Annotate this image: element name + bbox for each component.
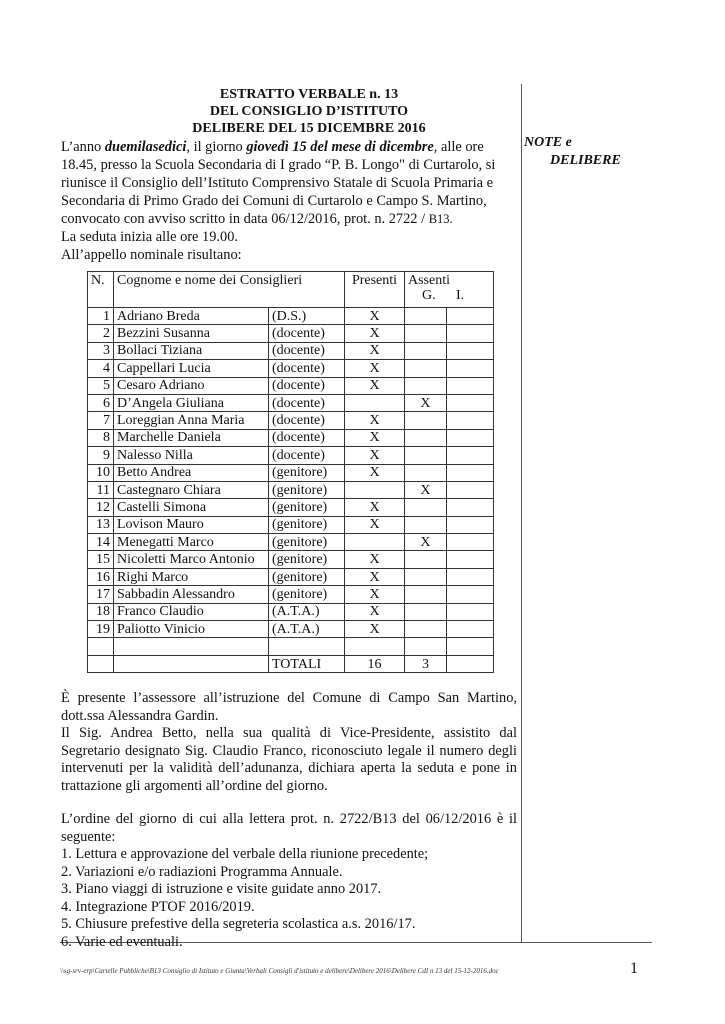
main-content bbox=[61, 86, 517, 264]
cell-role: (docente) bbox=[269, 377, 345, 394]
cell-absent-g bbox=[405, 638, 447, 655]
cell-role: (A.T.A.) bbox=[269, 603, 345, 620]
cell-role: (genitore) bbox=[269, 464, 345, 481]
agenda-item: 3. Piano viaggi di istruzione e visite guidate anno 2017. bbox=[61, 881, 382, 897]
table-row bbox=[88, 568, 494, 585]
cell-role: (docente) bbox=[269, 394, 345, 411]
table-row bbox=[88, 516, 494, 533]
cell-present bbox=[345, 638, 405, 655]
cell-absent-g bbox=[405, 464, 447, 481]
cell-absent-g bbox=[405, 447, 447, 464]
cell-present bbox=[345, 534, 405, 551]
totals-row bbox=[88, 655, 494, 672]
cell-present: X bbox=[345, 603, 405, 620]
intro-ref: B13. bbox=[428, 212, 453, 226]
cell-absent-i bbox=[446, 412, 493, 429]
totals-empty-name bbox=[114, 655, 269, 672]
cell-absent-g bbox=[405, 603, 447, 620]
cell-absent-i bbox=[446, 638, 493, 655]
cell-role: (genitore) bbox=[269, 534, 345, 551]
cell-present bbox=[345, 481, 405, 498]
header-present: Presenti bbox=[345, 272, 405, 308]
cell-present: X bbox=[345, 342, 405, 359]
table-row bbox=[88, 429, 494, 446]
cell-present: X bbox=[345, 586, 405, 603]
side-note bbox=[524, 134, 634, 170]
cell-num: 7 bbox=[88, 412, 114, 429]
agenda-item: 6. Varie ed eventuali. bbox=[61, 933, 183, 950]
heading-line1: ESTRATTO VERBALE n. 13 bbox=[219, 87, 399, 102]
cell-absent-i bbox=[446, 499, 493, 516]
totals-absent-g: 3 bbox=[405, 655, 447, 672]
cell-absent-g bbox=[405, 360, 447, 377]
agenda-item: 4. Integrazione PTOF 2016/2019. bbox=[61, 898, 255, 915]
cell-absent-g bbox=[405, 429, 447, 446]
cell-num: 17 bbox=[88, 586, 114, 603]
cell-num: 4 bbox=[88, 360, 114, 377]
cell-role: (docente) bbox=[269, 412, 345, 429]
cell-name: Lovison Mauro bbox=[114, 516, 269, 533]
cell-absent-i bbox=[446, 551, 493, 568]
table-row bbox=[88, 603, 494, 620]
header-absent bbox=[405, 272, 494, 308]
cell-role: (docente) bbox=[269, 360, 345, 377]
table-row bbox=[88, 394, 494, 411]
cell-present: X bbox=[345, 429, 405, 446]
cell-present: X bbox=[345, 447, 405, 464]
cell-role: (docente) bbox=[269, 429, 345, 446]
body-text bbox=[61, 690, 517, 951]
page-number: 1 bbox=[630, 960, 638, 977]
table-header-row bbox=[88, 272, 494, 308]
cell-absent-g bbox=[405, 586, 447, 603]
cell-name: Sabbadin Alessandro bbox=[114, 586, 269, 603]
cell-absent-i bbox=[446, 342, 493, 359]
header-g: G. bbox=[422, 288, 436, 303]
cell-present: X bbox=[345, 551, 405, 568]
cell-present: X bbox=[345, 499, 405, 516]
cell-absent-g bbox=[405, 499, 447, 516]
cell-role: (genitore) bbox=[269, 551, 345, 568]
cell-num: 11 bbox=[88, 481, 114, 498]
cell-name bbox=[114, 638, 269, 655]
cell-role bbox=[269, 638, 345, 655]
totals-absent-i bbox=[446, 655, 493, 672]
totals-label: TOTALI bbox=[269, 655, 345, 672]
table-row bbox=[88, 638, 494, 655]
cell-absent-g bbox=[405, 621, 447, 638]
table-row bbox=[88, 360, 494, 377]
cell-role: (genitore) bbox=[269, 568, 345, 585]
cell-name: Betto Andrea bbox=[114, 464, 269, 481]
agenda-item: 1. Lettura e approvazione del verbale della riunione precedente; bbox=[61, 846, 429, 862]
totals-empty-num bbox=[88, 655, 114, 672]
paragraph-assessore: È presente l’assessore all’istruzione del Comune di Campo San Martino, dott.ssa Alessandra Gardin. bbox=[61, 690, 517, 724]
cell-num: 2 bbox=[88, 325, 114, 342]
cell-name: Castelli Simona bbox=[114, 499, 269, 516]
cell-num: 6 bbox=[88, 394, 114, 411]
table-row bbox=[88, 481, 494, 498]
cell-name: Castegnaro Chiara bbox=[114, 481, 269, 498]
cell-num: 5 bbox=[88, 377, 114, 394]
header-num: N. bbox=[88, 272, 114, 308]
cell-name: Cesaro Adriano bbox=[114, 377, 269, 394]
cell-absent-g: X bbox=[405, 394, 447, 411]
intro-year: duemilasedici bbox=[104, 139, 187, 155]
cell-role: (A.T.A.) bbox=[269, 621, 345, 638]
cell-absent-i bbox=[446, 464, 493, 481]
table-row bbox=[88, 447, 494, 464]
cell-num: 8 bbox=[88, 429, 114, 446]
agenda-item: 5. Chiusure prefestive della segreteria scolastica a.s. 2016/17. bbox=[61, 916, 416, 932]
intro-paragraph bbox=[61, 138, 517, 264]
cell-name: D’Angela Giuliana bbox=[114, 394, 269, 411]
cell-absent-i bbox=[446, 568, 493, 585]
side-note-line1: NOTE e bbox=[524, 135, 572, 150]
cell-name: Nalesso Nilla bbox=[114, 447, 269, 464]
cell-present: X bbox=[345, 621, 405, 638]
cell-absent-g bbox=[405, 308, 447, 325]
attendance-table bbox=[87, 271, 494, 673]
cell-absent-i bbox=[446, 516, 493, 533]
table-row bbox=[88, 308, 494, 325]
cell-absent-g: X bbox=[405, 534, 447, 551]
cell-name: Nicoletti Marco Antonio bbox=[114, 551, 269, 568]
cell-num: 3 bbox=[88, 342, 114, 359]
cell-absent-i bbox=[446, 603, 493, 620]
cell-absent-i bbox=[446, 360, 493, 377]
cell-name: Righi Marco bbox=[114, 568, 269, 585]
cell-name: Adriano Breda bbox=[114, 308, 269, 325]
cell-role: (docente) bbox=[269, 325, 345, 342]
document-heading bbox=[61, 86, 517, 137]
cell-absent-g bbox=[405, 325, 447, 342]
cell-name: Bollaci Tiziana bbox=[114, 342, 269, 359]
table-row bbox=[88, 464, 494, 481]
cell-present: X bbox=[345, 568, 405, 585]
cell-role: (D.S.) bbox=[269, 308, 345, 325]
cell-num: 13 bbox=[88, 516, 114, 533]
side-note-line2: DELIBERE bbox=[550, 153, 621, 168]
cell-num: 19 bbox=[88, 621, 114, 638]
totals-present: 16 bbox=[345, 655, 405, 672]
cell-present: X bbox=[345, 377, 405, 394]
cell-role: (genitore) bbox=[269, 516, 345, 533]
cell-absent-i bbox=[446, 586, 493, 603]
cell-num: 12 bbox=[88, 499, 114, 516]
cell-absent-g bbox=[405, 516, 447, 533]
cell-num bbox=[88, 638, 114, 655]
cell-present: X bbox=[345, 325, 405, 342]
notes-column-divider bbox=[521, 84, 522, 942]
cell-absent-i bbox=[446, 534, 493, 551]
table-row bbox=[88, 325, 494, 342]
cell-absent-i bbox=[446, 325, 493, 342]
header-name: Cognome e nome dei Consiglieri bbox=[114, 272, 345, 308]
cell-name: Menegatti Marco bbox=[114, 534, 269, 551]
cell-present: X bbox=[345, 360, 405, 377]
header-absent-sub bbox=[408, 288, 490, 303]
cell-absent-i bbox=[446, 481, 493, 498]
agenda-item: 2. Variazioni e/o radiazioni Programma Annuale. bbox=[61, 863, 343, 880]
cell-absent-i bbox=[446, 394, 493, 411]
cell-absent-i bbox=[446, 377, 493, 394]
table-row bbox=[88, 499, 494, 516]
agenda-list bbox=[61, 846, 517, 951]
cell-num: 1 bbox=[88, 308, 114, 325]
cell-present bbox=[345, 394, 405, 411]
heading-line3: DELIBERE DEL 15 DICEMBRE 2016 bbox=[192, 121, 426, 136]
cell-num: 15 bbox=[88, 551, 114, 568]
cell-name: Marchelle Daniela bbox=[114, 429, 269, 446]
intro-day: giovedì 15 del mese di dicembre bbox=[246, 139, 434, 155]
cell-name: Loreggian Anna Maria bbox=[114, 412, 269, 429]
paragraph-betto: Il Sig. Andrea Betto, nella sua qualità di Vice-Presidente, assistito dal Segretario designato Sig. Claudio Franco, riconosciuto legale il numero degli intervenuti per la validità dell’adunanza, dichiara aperta la seduta e pone in trattazione gli argomenti all’ordine del giorno. bbox=[61, 725, 517, 794]
cell-absent-g bbox=[405, 342, 447, 359]
cell-name: Cappellari Lucia bbox=[114, 360, 269, 377]
cell-present: X bbox=[345, 516, 405, 533]
cell-role: (genitore) bbox=[269, 499, 345, 516]
cell-present: X bbox=[345, 464, 405, 481]
table-row bbox=[88, 551, 494, 568]
table-row bbox=[88, 586, 494, 603]
cell-absent-g bbox=[405, 568, 447, 585]
cell-num: 18 bbox=[88, 603, 114, 620]
header-absent-label: Assenti bbox=[408, 273, 450, 288]
intro-start-time: La seduta inizia alle ore 19.00. bbox=[61, 229, 239, 245]
table-row bbox=[88, 621, 494, 638]
cell-absent-i bbox=[446, 447, 493, 464]
table-row bbox=[88, 412, 494, 429]
cell-present: X bbox=[345, 412, 405, 429]
cell-absent-g: X bbox=[405, 481, 447, 498]
footer-path: \\sg-srv-erp\Cartelle Pubbliche\B13 Consiglio di Istituto e Giunta\Verbali Consigli d'istituto e delibere\Delibere 2016\Delibere CdI n 13 del 15-12-2016.doc bbox=[60, 967, 499, 975]
table-row bbox=[88, 377, 494, 394]
paragraph-odg: L’ordine del giorno di cui alla lettera prot. n. 2722/B13 del 06/12/2016 è il seguente: bbox=[61, 811, 517, 845]
cell-absent-g bbox=[405, 412, 447, 429]
cell-num: 9 bbox=[88, 447, 114, 464]
cell-num: 14 bbox=[88, 534, 114, 551]
cell-num: 10 bbox=[88, 464, 114, 481]
cell-name: Franco Claudio bbox=[114, 603, 269, 620]
table-row bbox=[88, 534, 494, 551]
cell-role: (docente) bbox=[269, 447, 345, 464]
cell-role: (genitore) bbox=[269, 586, 345, 603]
intro-pre: L’anno bbox=[61, 139, 105, 155]
attendance-table-body bbox=[88, 272, 494, 673]
cell-absent-g bbox=[405, 377, 447, 394]
header-i: I. bbox=[456, 288, 465, 303]
cell-absent-i bbox=[446, 429, 493, 446]
cell-name: Paliotto Vinicio bbox=[114, 621, 269, 638]
intro-mid: , il giorno bbox=[186, 139, 247, 155]
intro-post: , alle ore 18.45, presso la Scuola Secondaria di I grado “P. B. Longo" di Curtarolo, si riunisce il Consiglio dell’Istituto Comprensivo Statale di Scuola Primaria e Secondaria di Primo Grado dei Comuni di Curtarolo e Campo S. Martino, convocato con avviso scritto in data 06/12/2016, prot. n. 2722 / bbox=[61, 139, 496, 227]
cell-absent-i bbox=[446, 308, 493, 325]
table-row bbox=[88, 342, 494, 359]
cell-role: (genitore) bbox=[269, 481, 345, 498]
cell-name: Bezzini Susanna bbox=[114, 325, 269, 342]
cell-role: (docente) bbox=[269, 342, 345, 359]
cell-present: X bbox=[345, 308, 405, 325]
heading-line2: DEL CONSIGLIO D’ISTITUTO bbox=[209, 104, 409, 119]
cell-absent-g bbox=[405, 551, 447, 568]
cell-num: 16 bbox=[88, 568, 114, 585]
cell-absent-i bbox=[446, 621, 493, 638]
intro-roll-call: All’appello nominale risultano: bbox=[61, 247, 242, 263]
